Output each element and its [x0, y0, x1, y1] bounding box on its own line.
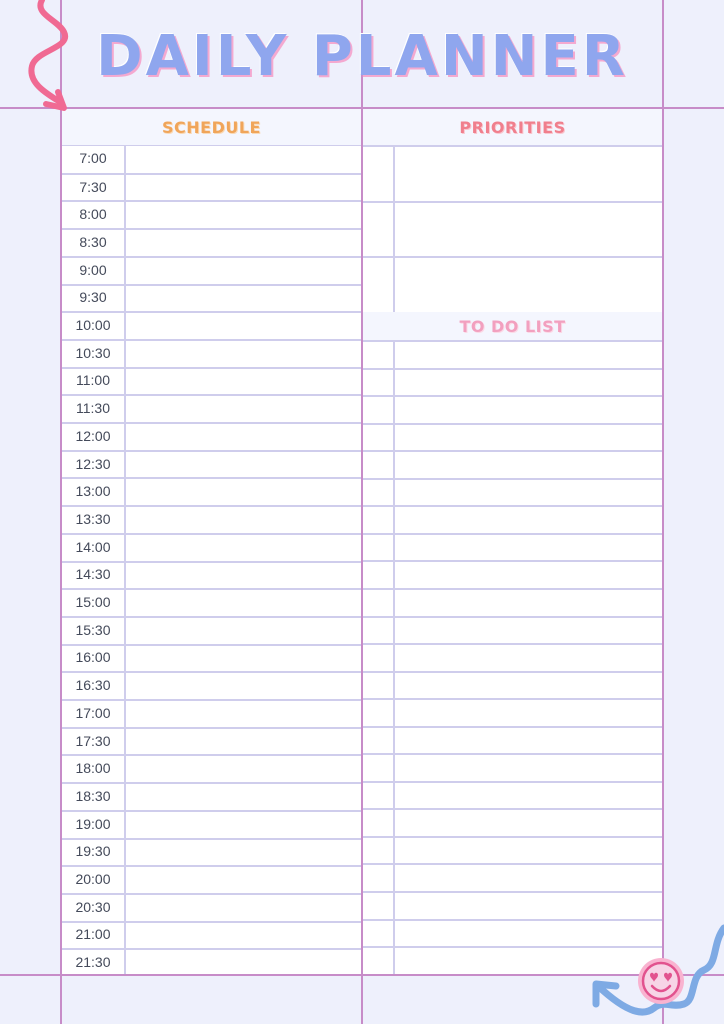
frame-line-right — [662, 0, 664, 1024]
time-label: 10:00 — [75, 317, 111, 334]
todo-row[interactable] — [363, 423, 662, 451]
todo-row[interactable] — [363, 450, 662, 478]
time-label: 15:30 — [75, 621, 111, 638]
schedule-row[interactable] — [62, 838, 361, 866]
schedule-row[interactable] — [62, 921, 361, 949]
time-label: 19:30 — [75, 843, 111, 860]
todo-row[interactable] — [363, 588, 662, 616]
checkbox-column-divider-priorities — [393, 145, 395, 312]
checkbox-column-divider-todo — [393, 340, 395, 974]
priorities-heading: PRIORITIES — [363, 109, 662, 145]
time-label: 16:30 — [75, 677, 111, 694]
todo-row[interactable] — [363, 671, 662, 699]
schedule-row[interactable] — [62, 644, 361, 672]
todo-row[interactable] — [363, 340, 662, 368]
todo-row[interactable] — [363, 368, 662, 396]
time-label: 17:30 — [75, 732, 111, 749]
schedule-row[interactable] — [62, 671, 361, 699]
time-label: 16:00 — [75, 649, 111, 666]
time-label: 10:30 — [75, 344, 111, 361]
schedule-row[interactable] — [62, 588, 361, 616]
time-label: 19:00 — [75, 815, 111, 832]
todo-row[interactable] — [363, 533, 662, 561]
time-label: 15:00 — [75, 594, 111, 611]
priority-slot[interactable] — [363, 256, 662, 312]
todo-row[interactable] — [363, 781, 662, 809]
time-label: 14:00 — [75, 538, 111, 555]
schedule-row[interactable] — [62, 948, 361, 976]
todo-row[interactable] — [363, 836, 662, 864]
time-label: 8:00 — [79, 206, 107, 223]
schedule-row[interactable] — [62, 422, 361, 450]
schedule-row[interactable] — [62, 311, 361, 339]
todo-heading: TO DO LIST — [363, 312, 662, 340]
schedule-row[interactable] — [62, 367, 361, 395]
schedule-row[interactable] — [62, 450, 361, 478]
heart-eyes-smiley-icon — [636, 956, 686, 1006]
schedule-heading: SCHEDULE — [62, 109, 361, 145]
todo-row[interactable] — [363, 726, 662, 754]
todo-row[interactable] — [363, 616, 662, 644]
time-label: 7:00 — [79, 149, 107, 166]
time-label: 18:00 — [75, 760, 111, 777]
todo-row[interactable] — [363, 753, 662, 781]
time-label: 11:30 — [76, 400, 110, 417]
pink-squiggle-arrow-icon — [14, 0, 84, 120]
time-label: 7:30 — [79, 178, 107, 195]
time-label: 14:30 — [75, 566, 111, 583]
todo-row[interactable] — [363, 395, 662, 423]
schedule-panel — [62, 109, 361, 974]
schedule-row[interactable] — [62, 145, 361, 172]
schedule-row[interactable] — [62, 200, 361, 228]
todo-row[interactable] — [363, 643, 662, 671]
time-column-divider — [124, 145, 126, 974]
time-label: 12:30 — [75, 455, 111, 472]
time-label: 9:00 — [79, 261, 107, 278]
schedule-row[interactable] — [62, 505, 361, 533]
schedule-row[interactable] — [62, 533, 361, 561]
priority-slot[interactable] — [363, 145, 662, 201]
todo-row[interactable] — [363, 505, 662, 533]
todo-row[interactable] — [363, 560, 662, 588]
todo-row[interactable] — [363, 698, 662, 726]
time-label: 9:30 — [79, 289, 107, 306]
schedule-row[interactable] — [62, 865, 361, 893]
time-label: 8:30 — [79, 233, 107, 250]
schedule-row[interactable] — [62, 477, 361, 505]
schedule-row[interactable] — [62, 616, 361, 644]
schedule-row[interactable] — [62, 173, 361, 201]
todo-row[interactable] — [363, 863, 662, 891]
time-label: 11:00 — [76, 372, 110, 389]
schedule-row[interactable] — [62, 727, 361, 755]
priority-slot[interactable] — [363, 201, 662, 257]
time-label: 21:00 — [75, 926, 111, 943]
time-label: 20:30 — [75, 898, 111, 915]
todo-row[interactable] — [363, 891, 662, 919]
time-label: 18:30 — [75, 787, 111, 804]
page-title: DAILY PLANNER — [96, 24, 628, 89]
schedule-row[interactable] — [62, 782, 361, 810]
time-label: 13:30 — [75, 510, 111, 527]
schedule-row[interactable] — [62, 228, 361, 256]
time-label: 13:00 — [75, 483, 111, 500]
schedule-row[interactable] — [62, 754, 361, 782]
schedule-row[interactable] — [62, 256, 361, 284]
schedule-row[interactable] — [62, 394, 361, 422]
right-panel — [363, 109, 662, 974]
time-label: 20:00 — [75, 871, 111, 888]
schedule-row[interactable] — [62, 339, 361, 367]
schedule-row[interactable] — [62, 561, 361, 589]
time-label: 21:30 — [75, 954, 111, 971]
time-label: 17:00 — [75, 704, 111, 721]
schedule-row[interactable] — [62, 893, 361, 921]
schedule-row[interactable] — [62, 699, 361, 727]
time-label: 12:00 — [75, 427, 111, 444]
todo-row[interactable] — [363, 478, 662, 506]
schedule-row[interactable] — [62, 810, 361, 838]
todo-row[interactable] — [363, 808, 662, 836]
schedule-row[interactable] — [62, 284, 361, 312]
